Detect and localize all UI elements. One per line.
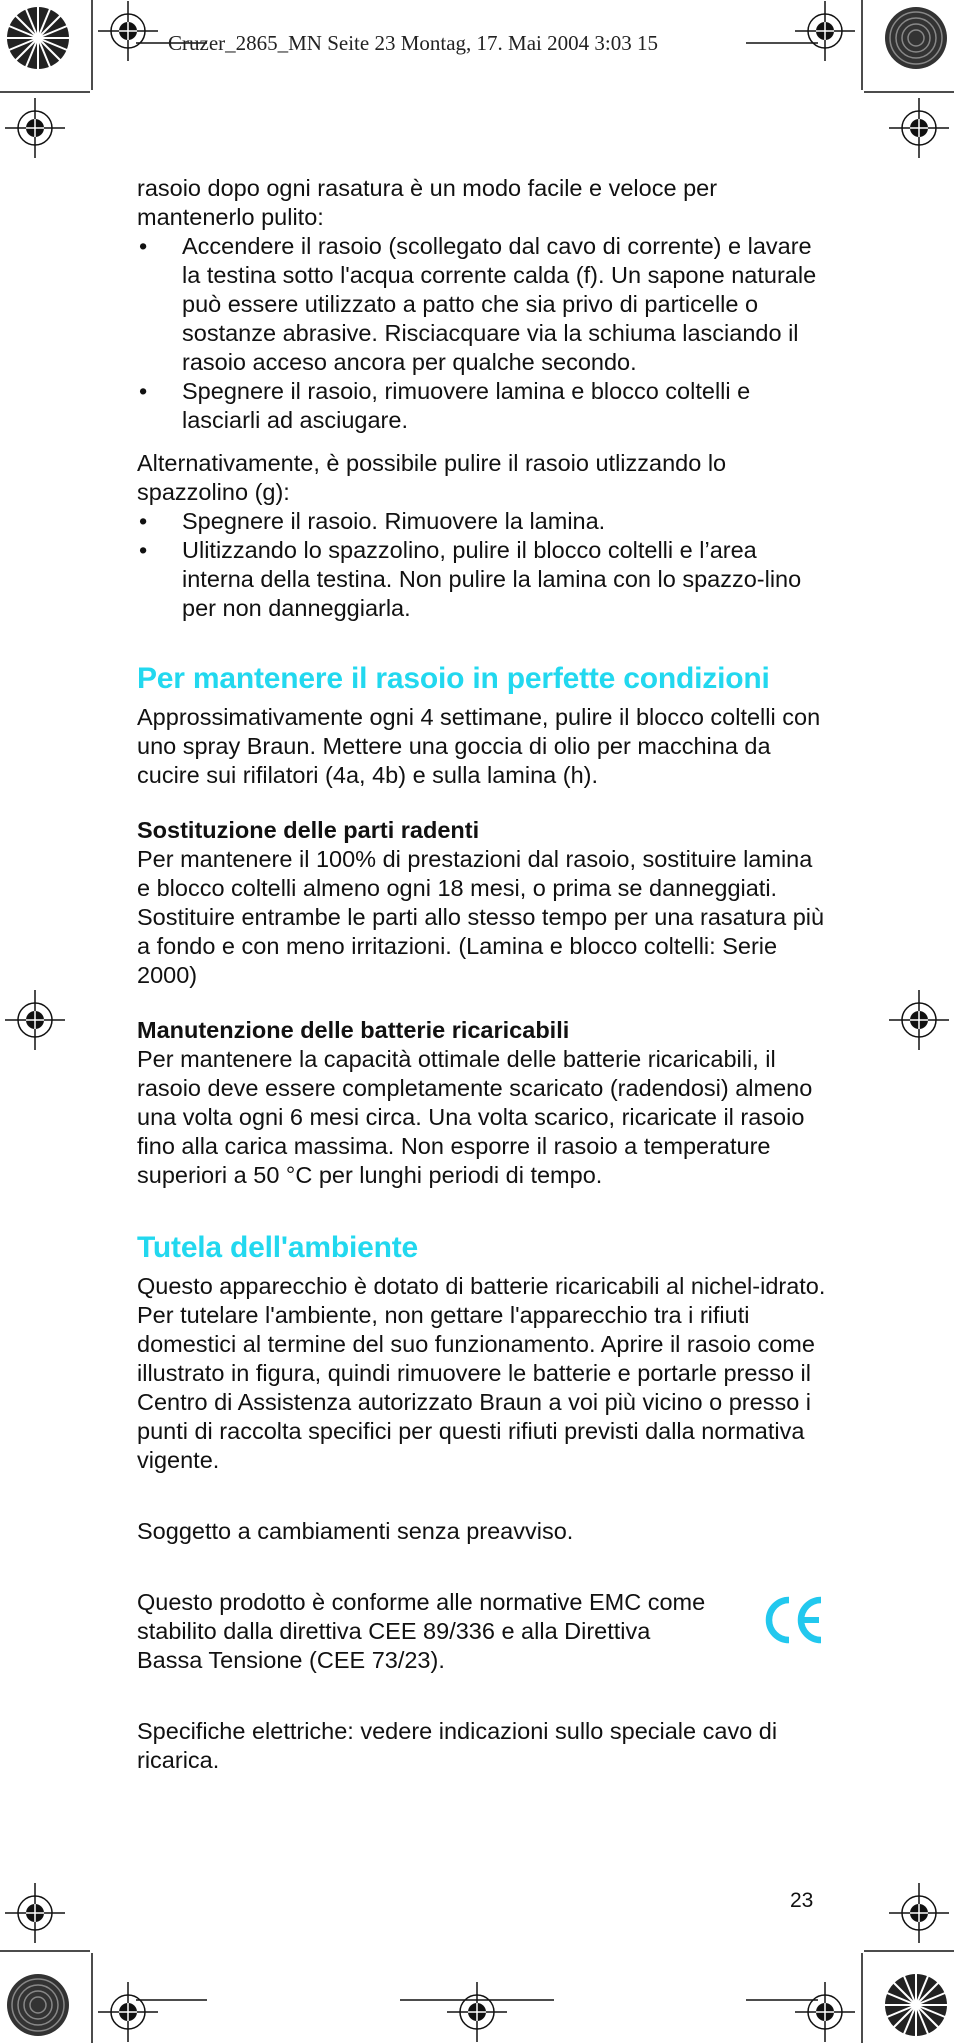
maintenance-heading: Per mantenere il rasoio in perfette condizioni — [137, 662, 770, 695]
list-item: • Spegnere il rasoio. Rimuovere la lamina. — [139, 508, 606, 534]
bullet-icon: • — [139, 233, 148, 259]
alternative-paragraph: Alternativamente, è possibile pulire il rasoio utlizzando lo spazzolino (g): — [137, 450, 727, 505]
intro-paragraph: rasoio dopo ogni rasatura è un modo facile e veloce per mantenerlo pulito: — [137, 175, 718, 230]
environment-paragraph: Questo apparecchio è dotato di batterie ricaricabili al nichel-idrato. Per tutelare l'ambiente, non gettare l'apparecchio tra i rifiuti domestici al termine del suo funzionamento. Aprire il rasoio come illustrato in figura, quindi rimuovere le batterie e portarle presso il Centro di Assistenza autorizzato Braun a voi più vicino o presso i punti di raccolta specifici per questi rifiuti previsti dalla normativa vigente. — [137, 1273, 826, 1473]
environment-heading: Tutela dell'ambiente — [137, 1231, 418, 1264]
battery-paragraph: Per mantenere la capacità ottimale delle batterie ricaricabili, il rasoio deve essere completamente scaricato (radendosi) almeno una volta ogni 6 mesi circa. Una volta scarico, ricaricate il rasoio fino alla carica massima. Non esporre il rasoio a temperature superiori a 50 °C per lunghi periodi di tempo. — [137, 1046, 813, 1188]
battery-heading: Manutenzione delle batterie ricaricabili — [137, 1017, 570, 1043]
maintenance-paragraph: Approssimativamente ogni 4 settimane, pulire il blocco coltelli con uno spray Braun. Mettere una goccia di olio per macchina da cucire sui rifilatori (4a, 4b) e sulla lamina (h). — [137, 704, 821, 788]
bullet-icon: • — [139, 378, 148, 404]
ce-mark-icon — [763, 1594, 827, 1646]
alternative-bullet-list — [137, 507, 827, 623]
page-content — [137, 174, 827, 1775]
list-item: • Accendere il rasoio (scollegato dal cavo di corrente) e lavare la testina sotto l'acqua corrente calda (f). Un sapone naturale può essere utilizzato a patto che sia privo di particelle o sostanze abrasive. Risciacquare via la schiuma lasciando il rasoio acceso ancora per qualche secondo. — [139, 233, 817, 375]
bullet-icon: • — [139, 537, 148, 563]
page-number: 23 — [790, 1889, 814, 1912]
compliance-block — [137, 1588, 827, 1675]
list-item: • Ulitizzando lo spazzolino, pulire il blocco coltelli e l’area interna della testina. Non pulire la lamina con lo spazzo-lino per non danneggiarla. — [139, 537, 802, 621]
compliance-text: Questo prodotto è conforme alle normative EMC come stabilito dalla direttiva CEE 89/336 e alla Direttiva Bassa Tensione (CEE 73/23). — [137, 1589, 706, 1673]
print-slug: Cruzer_2865_MN Seite 23 Montag, 17. Mai 2004 3:03 15 — [168, 31, 658, 55]
notice-text: Soggetto a cambiamenti senza preavviso. — [137, 1518, 574, 1544]
bullet-icon: • — [139, 508, 148, 534]
intro-bullet-list — [137, 232, 827, 435]
replacement-paragraph: Per mantenere il 100% di prestazioni dal rasoio, sostituire lamina e blocco coltelli almeno ogni 18 mesi, o prima se danneggiati. Sostituire entrambe le parti allo stesso tempo per una rasatura più a fondo e con meno irritazioni. (Lamina e blocco coltelli: Serie 2000) — [137, 846, 825, 988]
list-item: • Spegnere il rasoio, rimuovere lamina e blocco coltelli e lasciarli ad asciugare. — [139, 378, 751, 433]
replacement-heading: Sostituzione delle parti radenti — [137, 817, 480, 843]
electrical-spec-text: Specifiche elettriche: vedere indicazioni sullo speciale cavo di ricarica. — [137, 1718, 778, 1773]
